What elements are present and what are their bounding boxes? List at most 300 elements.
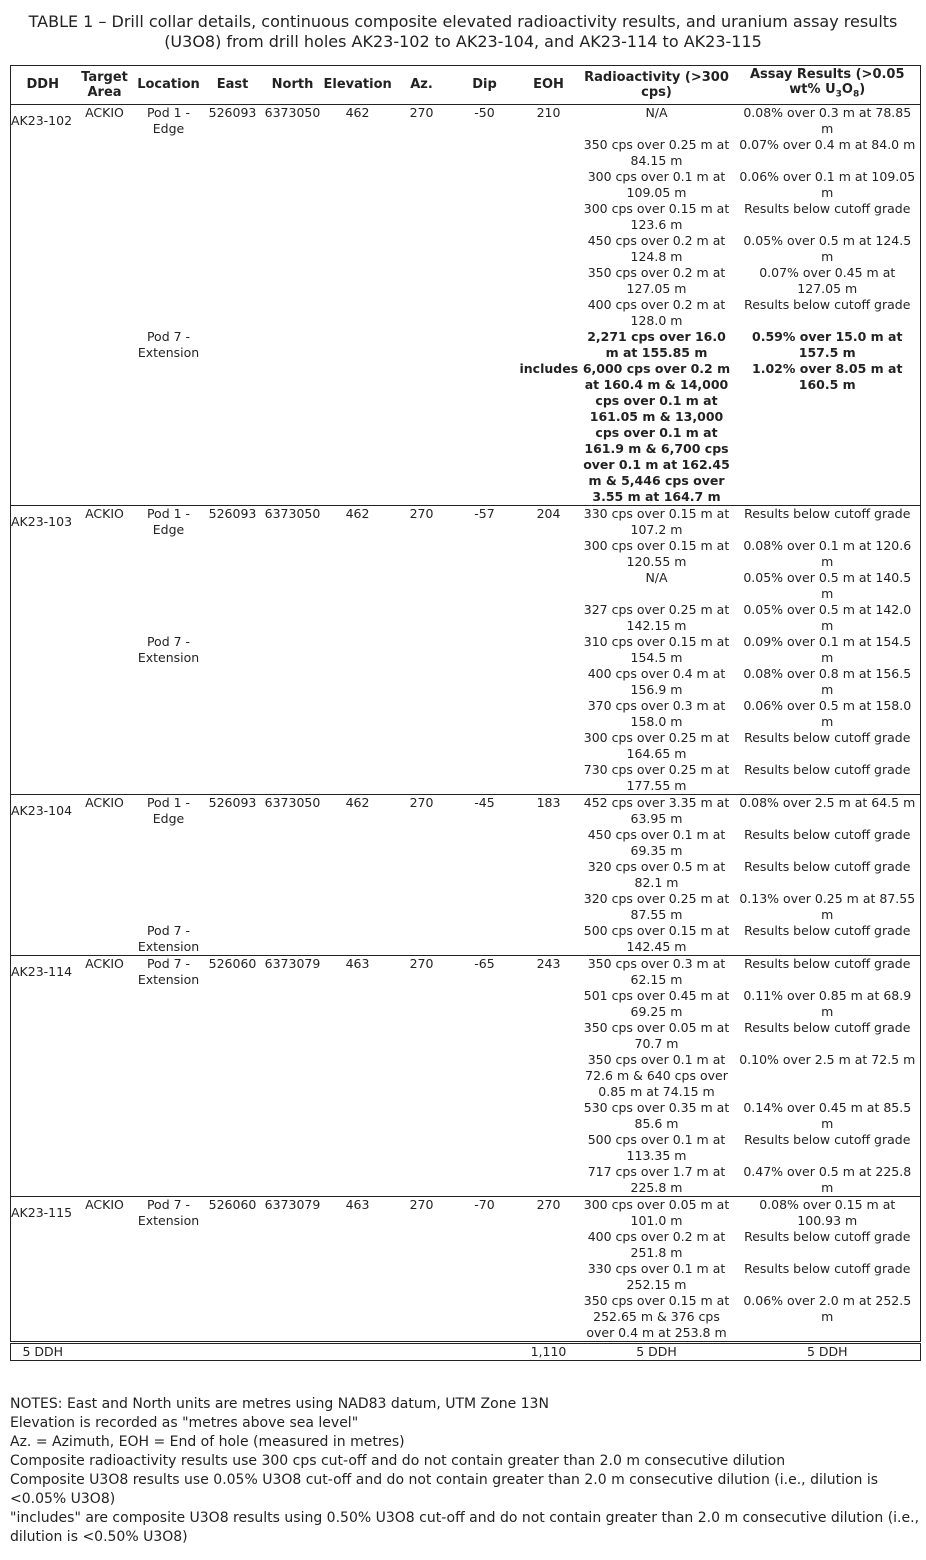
eoh-cell <box>519 827 579 859</box>
elevation-cell <box>323 265 393 297</box>
north-cell <box>263 169 323 201</box>
radioactivity-cell: 6,000 cps over 0.2 m at 160.4 m & 14,000 cps over 0.1 m at 161.05 m & 13,000 cps over 0.1 m at 161.9 m & 6,700 cps over 0.1 m at 162.45 m & 5,446 cps over 3.55 m at 164.7 m <box>582 360 731 504</box>
east-cell <box>203 827 263 859</box>
ddh-cell <box>11 988 75 1020</box>
header-radioactivity: Radioactivity (>300 cps) <box>579 66 735 105</box>
ddh-cell <box>11 570 75 602</box>
assay-cell: 0.07% over 0.4 m at 84.0 m <box>739 136 916 152</box>
table-row <box>11 859 921 891</box>
dip-cell <box>451 538 519 570</box>
location-cell: Pod 7 - Extension <box>137 633 200 665</box>
location-cell <box>135 859 203 891</box>
target-area-cell <box>75 570 135 602</box>
ddh-label <box>11 988 74 996</box>
table-row <box>11 794 921 827</box>
elevation-cell <box>323 988 393 1020</box>
ddh-label <box>11 1293 74 1301</box>
header-eoh: EOH <box>519 66 579 105</box>
north-cell <box>263 1261 323 1293</box>
ddh-label <box>11 602 74 610</box>
azimuth-cell <box>393 730 451 762</box>
note-line: Composite radioactivity results use 300 cps cut-off and do not contain greater than 2.0 m consecutive dilution <box>10 1453 786 1469</box>
elevation-cell <box>323 297 393 329</box>
table-row <box>11 297 921 329</box>
east-cell <box>203 602 263 634</box>
assay-cell: 0.08% over 0.3 m at 78.85 m <box>743 104 912 136</box>
dip-cell <box>451 233 519 265</box>
north-cell <box>263 137 323 169</box>
total-assay: 5 DDH <box>735 1342 921 1360</box>
assay-cell: 0.08% over 0.15 m at 100.93 m <box>735 1196 921 1229</box>
ddh-label <box>11 730 74 738</box>
dip-cell <box>451 169 519 201</box>
table-row <box>11 923 921 956</box>
dip-cell <box>451 923 519 956</box>
ddh-cell <box>11 794 75 827</box>
header-azimuth: Az. <box>393 66 451 105</box>
ddh-label <box>11 923 74 931</box>
eoh-cell <box>519 329 579 361</box>
azimuth-cell <box>393 762 451 795</box>
header-ddh: DDH <box>11 66 75 105</box>
radioactivity-cell: 530 cps over 0.35 m at 85.6 m <box>583 1099 730 1131</box>
target-area-cell: ACKIO <box>75 1196 135 1229</box>
ddh-label <box>11 634 74 642</box>
table-row <box>11 169 921 201</box>
target-area-cell <box>75 827 135 859</box>
location-cell <box>135 361 203 506</box>
east-cell <box>203 233 263 265</box>
radioactivity-cell: 450 cps over 0.1 m at 69.35 m <box>587 826 726 858</box>
ddh-label <box>11 698 74 706</box>
eoh-cell <box>519 1132 579 1164</box>
elevation-cell <box>323 923 393 956</box>
note-line: NOTES: East and North units are metres using NAD83 datum, UTM Zone 13N <box>10 1396 549 1412</box>
assay-header-sub-2: 8 <box>852 89 860 100</box>
ddh-cell <box>11 1020 75 1052</box>
target-area-cell <box>75 1229 135 1261</box>
eoh-cell <box>519 634 579 666</box>
header-location: Location <box>135 66 203 105</box>
eoh-cell <box>519 730 579 762</box>
ddh-label <box>11 762 74 770</box>
ddh-label <box>11 1100 74 1108</box>
location-cell: Pod 7 - Extension <box>135 955 203 988</box>
elevation-cell <box>323 1164 393 1197</box>
azimuth-cell <box>393 1229 451 1261</box>
azimuth-cell <box>393 634 451 666</box>
azimuth-cell <box>393 923 451 956</box>
dip-cell <box>451 762 519 795</box>
ddh-label <box>11 1164 74 1172</box>
ddh-cell <box>11 666 75 698</box>
radioactivity-cell: 400 cps over 0.2 m at 128.0 m <box>587 296 726 328</box>
ddh-label <box>11 538 74 546</box>
north-cell <box>263 1164 323 1197</box>
totals-row <box>11 1342 921 1360</box>
table-row <box>11 1261 921 1293</box>
ddh-label: AK23-102 <box>11 112 73 128</box>
east-cell: 526093 <box>203 794 263 827</box>
dip-cell <box>451 1100 519 1132</box>
dip-cell <box>451 1052 519 1100</box>
ddh-label <box>11 827 74 835</box>
elevation-cell <box>323 634 393 666</box>
azimuth-cell <box>393 602 451 634</box>
east-cell <box>203 1132 263 1164</box>
ddh-cell <box>11 762 75 795</box>
ddh-cell <box>11 169 75 201</box>
note-line: Az. = Azimuth, EOH = End of hole (measured in metres) <box>10 1434 405 1450</box>
eoh-cell <box>519 1164 579 1197</box>
eoh-cell <box>519 1020 579 1052</box>
note-line: Composite U3O8 results use 0.05% U3O8 cut-off and do not contain greater than 2.0 m consecutive dilution (i.e., dilution is <0.05% U3O8) <box>10 1472 879 1507</box>
location-cell <box>135 1261 203 1293</box>
header-east: East <box>203 66 263 105</box>
location-cell <box>135 169 203 201</box>
eoh-cell <box>519 265 579 297</box>
location-cell <box>135 891 203 923</box>
dip-cell <box>451 1132 519 1164</box>
assay-cell: 0.05% over 0.5 m at 124.5 m <box>743 232 912 264</box>
table-row <box>11 265 921 297</box>
table-body <box>11 104 921 1342</box>
ddh-cell <box>11 265 75 297</box>
east-cell <box>203 698 263 730</box>
radioactivity-cell: 330 cps over 0.1 m at 252.15 m <box>587 1260 726 1292</box>
radioactivity-cell: 400 cps over 0.2 m at 251.8 m <box>587 1228 726 1260</box>
azimuth-cell <box>393 329 451 361</box>
assay-header-suffix: ) <box>859 82 866 97</box>
north-cell <box>263 988 323 1020</box>
header-assay-results <box>735 66 921 105</box>
ddh-cell <box>11 137 75 169</box>
north-cell <box>263 1293 323 1343</box>
radioactivity-cell: 500 cps over 0.1 m at 113.35 m <box>587 1131 726 1163</box>
assay-cell: Results below cutoff grade <box>735 955 921 988</box>
eoh-cell <box>519 1100 579 1132</box>
target-area-cell <box>75 1293 135 1343</box>
elevation-cell <box>323 1052 393 1100</box>
azimuth-cell: 270 <box>393 955 451 988</box>
location-cell <box>135 1100 203 1132</box>
ddh-label <box>11 137 74 145</box>
radioactivity-cell: 350 cps over 0.15 m at 252.65 m & 376 cps over 0.4 m at 253.8 m <box>583 1292 730 1340</box>
location-cell <box>135 1229 203 1261</box>
elevation-cell <box>323 1261 393 1293</box>
total-eoh: 1,110 <box>519 1342 579 1360</box>
radioactivity-cell: 330 cps over 0.15 m at 107.2 m <box>579 505 735 538</box>
dip-cell: -57 <box>451 505 519 538</box>
north-cell <box>263 329 323 361</box>
east-cell <box>203 1052 263 1100</box>
assay-cell: 0.06% over 0.1 m at 109.05 m <box>739 168 916 200</box>
north-cell: 6373079 <box>263 1196 323 1229</box>
location-cell: Pod 7 - Extension <box>137 328 200 360</box>
table-row <box>11 570 921 602</box>
location-cell <box>135 827 203 859</box>
ddh-cell <box>11 602 75 634</box>
azimuth-cell: 270 <box>393 1196 451 1229</box>
azimuth-cell <box>393 1020 451 1052</box>
elevation-cell <box>323 137 393 169</box>
target-area-cell <box>75 137 135 169</box>
radioactivity-cell: 327 cps over 0.25 m at 142.15 m <box>583 601 730 633</box>
ddh-cell <box>11 923 75 956</box>
east-cell <box>203 762 263 795</box>
ddh-cell <box>11 1261 75 1293</box>
target-area-cell <box>75 1261 135 1293</box>
azimuth-cell <box>393 1132 451 1164</box>
elevation-cell <box>323 1100 393 1132</box>
assay-cell: 0.59% over 15.0 m at 157.5 m <box>752 328 903 360</box>
azimuth-cell <box>393 666 451 698</box>
ddh-label <box>11 1132 74 1140</box>
ddh-label: AK23-103 <box>11 513 73 529</box>
elevation-cell <box>323 233 393 265</box>
elevation-cell <box>323 730 393 762</box>
azimuth-cell <box>393 1261 451 1293</box>
dip-cell: -70 <box>451 1196 519 1229</box>
dip-cell <box>451 570 519 602</box>
azimuth-cell <box>393 1052 451 1100</box>
dip-cell <box>451 698 519 730</box>
elevation-cell <box>323 361 393 506</box>
azimuth-cell: 270 <box>393 794 451 827</box>
table-title-line-2: (U3O8) from drill holes AK23-102 to AK23-104, and AK23-114 to AK23-115 <box>164 32 762 51</box>
azimuth-cell <box>393 1293 451 1343</box>
radioactivity-cell: 350 cps over 0.25 m at 84.15 m <box>583 136 730 168</box>
dip-cell <box>451 1164 519 1197</box>
elevation-cell <box>323 1020 393 1052</box>
location-cell <box>135 1020 203 1052</box>
assay-cell: 0.47% over 0.5 m at 225.8 m <box>743 1163 912 1195</box>
target-area-cell <box>75 762 135 795</box>
east-cell <box>203 169 263 201</box>
assay-cell: 0.11% over 0.85 m at 68.9 m <box>743 987 912 1019</box>
assay-cell: Results below cutoff grade <box>744 761 911 777</box>
radioactivity-cell: 350 cps over 0.05 m at 70.7 m <box>583 1019 730 1051</box>
eoh-cell <box>519 602 579 634</box>
location-cell <box>135 1052 203 1100</box>
location-cell <box>135 538 203 570</box>
location-cell <box>135 233 203 265</box>
north-cell: 6373050 <box>263 794 323 827</box>
radioactivity-cell: 320 cps over 0.5 m at 82.1 m <box>587 858 726 890</box>
azimuth-cell <box>393 538 451 570</box>
ddh-label <box>11 201 74 209</box>
ddh-cell <box>11 955 75 988</box>
location-cell <box>135 570 203 602</box>
north-cell <box>263 1229 323 1261</box>
azimuth-cell <box>393 361 451 506</box>
dip-cell <box>451 1229 519 1261</box>
eoh-cell: 243 <box>519 955 579 988</box>
east-cell <box>203 361 263 506</box>
includes-label: includes <box>519 360 579 376</box>
north-cell <box>263 891 323 923</box>
ddh-label <box>11 169 74 177</box>
eoh-cell <box>519 762 579 795</box>
ddh-cell <box>11 891 75 923</box>
eoh-cell <box>519 201 579 233</box>
azimuth-cell <box>393 137 451 169</box>
target-area-cell <box>75 361 135 506</box>
radioactivity-cell: N/A <box>645 569 668 585</box>
radioactivity-cell: 300 cps over 0.15 m at 120.55 m <box>583 537 730 569</box>
ddh-label <box>11 1229 74 1237</box>
target-area-cell <box>75 1164 135 1197</box>
north-cell <box>263 297 323 329</box>
location-cell: Pod 7 - Extension <box>137 922 200 954</box>
eoh-cell <box>519 698 579 730</box>
ddh-label <box>11 233 74 241</box>
azimuth-cell <box>393 988 451 1020</box>
header-target-area: Target Area <box>75 66 135 105</box>
elevation-cell: 462 <box>323 505 393 538</box>
east-cell: 526093 <box>208 104 257 120</box>
assay-cell: 0.08% over 2.5 m at 64.5 m <box>735 794 921 827</box>
assay-cell: Results below cutoff grade <box>744 296 911 312</box>
location-cell: Pod 1 - Edge <box>135 794 203 827</box>
assay-cell: Results below cutoff grade <box>744 826 911 842</box>
north-cell <box>263 634 323 666</box>
azimuth-cell <box>393 1164 451 1197</box>
radioactivity-cell: 450 cps over 0.2 m at 124.8 m <box>587 232 726 264</box>
ddh-cell <box>11 233 75 265</box>
target-area-cell <box>75 1132 135 1164</box>
elevation-cell <box>323 602 393 634</box>
location-cell: Pod 1 - Edge <box>146 104 191 136</box>
east-cell <box>203 297 263 329</box>
table-row <box>11 634 921 666</box>
east-cell <box>203 923 263 956</box>
radioactivity-cell: 717 cps over 1.7 m at 225.8 m <box>587 1163 726 1195</box>
target-area-cell <box>75 602 135 634</box>
ddh-cell <box>11 634 75 666</box>
table-row <box>11 891 921 923</box>
target-area-cell <box>75 923 135 956</box>
eoh-cell: 210 <box>536 104 561 120</box>
east-cell <box>203 1100 263 1132</box>
north-cell <box>263 201 323 233</box>
ddh-label <box>11 1020 74 1028</box>
assay-cell: 0.07% over 0.45 m at 127.05 m <box>759 264 896 296</box>
table-row <box>11 1132 921 1164</box>
assay-cell: 0.08% over 0.8 m at 156.5 m <box>743 665 912 697</box>
header-dip: Dip <box>451 66 519 105</box>
north-cell <box>263 827 323 859</box>
assay-cell: 1.02% over 8.05 m at 160.5 m <box>752 360 903 392</box>
ddh-label <box>11 666 74 674</box>
east-cell: 526093 <box>203 505 263 538</box>
table-title-line-1: TABLE 1 – Drill collar details, continuous composite elevated radioactivity results, and uranium assay results <box>28 12 898 31</box>
eoh-cell: 204 <box>519 505 579 538</box>
location-cell <box>135 1293 203 1343</box>
ddh-cell <box>11 1229 75 1261</box>
ddh-label: AK23-114 <box>11 963 73 979</box>
table-row <box>11 1293 921 1343</box>
assay-cell: Results below cutoff grade <box>744 1019 911 1035</box>
eoh-cell <box>519 891 579 923</box>
ddh-label <box>11 297 74 305</box>
radioactivity-cell: N/A <box>645 104 668 120</box>
ddh-cell <box>11 1196 75 1229</box>
target-area-cell <box>75 988 135 1020</box>
eoh-cell <box>519 666 579 698</box>
target-area-cell <box>75 233 135 265</box>
azimuth-cell: 270 <box>409 104 434 120</box>
east-cell <box>203 634 263 666</box>
radioactivity-cell: 350 cps over 0.2 m at 127.05 m <box>587 264 726 296</box>
elevation-cell: 463 <box>323 955 393 988</box>
assay-cell: 0.09% over 0.1 m at 154.5 m <box>743 633 912 665</box>
table-row <box>11 955 921 988</box>
location-cell <box>135 666 203 698</box>
east-cell <box>203 988 263 1020</box>
assay-header-mid: O <box>841 82 853 97</box>
target-area-cell <box>75 1052 135 1100</box>
east-cell <box>203 201 263 233</box>
ddh-cell <box>11 505 75 538</box>
elevation-cell: 463 <box>323 1196 393 1229</box>
target-area-cell <box>75 666 135 698</box>
east-cell <box>203 329 263 361</box>
elevation-cell <box>323 1132 393 1164</box>
eoh-cell: 270 <box>519 1196 579 1229</box>
elevation-cell <box>323 698 393 730</box>
ddh-cell <box>11 329 75 361</box>
table-row <box>11 137 921 169</box>
radioactivity-cell: 501 cps over 0.45 m at 69.25 m <box>583 987 730 1019</box>
radioactivity-cell: 370 cps over 0.3 m at 158.0 m <box>587 697 726 729</box>
azimuth-cell: 270 <box>393 505 451 538</box>
azimuth-cell <box>393 201 451 233</box>
table-row <box>11 505 921 538</box>
table-row <box>11 1020 921 1052</box>
target-area-cell <box>75 698 135 730</box>
ddh-cell <box>11 104 75 137</box>
east-cell <box>203 538 263 570</box>
east-cell <box>203 137 263 169</box>
elevation-cell <box>323 1229 393 1261</box>
elevation-cell <box>323 762 393 795</box>
eoh-cell <box>519 297 579 329</box>
assay-cell: Results below cutoff grade <box>744 729 911 745</box>
table-row <box>11 1196 921 1229</box>
ddh-cell <box>11 297 75 329</box>
eoh-cell <box>519 923 579 956</box>
total-radioactivity: 5 DDH <box>579 1342 735 1360</box>
location-cell <box>135 137 203 169</box>
north-cell: 6373079 <box>263 955 323 988</box>
radioactivity-cell: 300 cps over 0.15 m at 123.6 m <box>583 200 730 232</box>
azimuth-cell <box>393 169 451 201</box>
north-cell <box>263 730 323 762</box>
north-cell <box>263 698 323 730</box>
table-row <box>11 538 921 570</box>
east-cell: 526060 <box>203 1196 263 1229</box>
dip-cell <box>451 137 519 169</box>
assay-cell: 0.05% over 0.5 m at 142.0 m <box>743 601 912 633</box>
dip-cell <box>451 602 519 634</box>
target-area-cell <box>75 297 135 329</box>
radioactivity-cell: 300 cps over 0.25 m at 164.65 m <box>583 729 730 761</box>
target-area-cell <box>75 730 135 762</box>
eoh-cell <box>519 169 579 201</box>
ddh-cell <box>11 859 75 891</box>
ddh-cell <box>11 827 75 859</box>
